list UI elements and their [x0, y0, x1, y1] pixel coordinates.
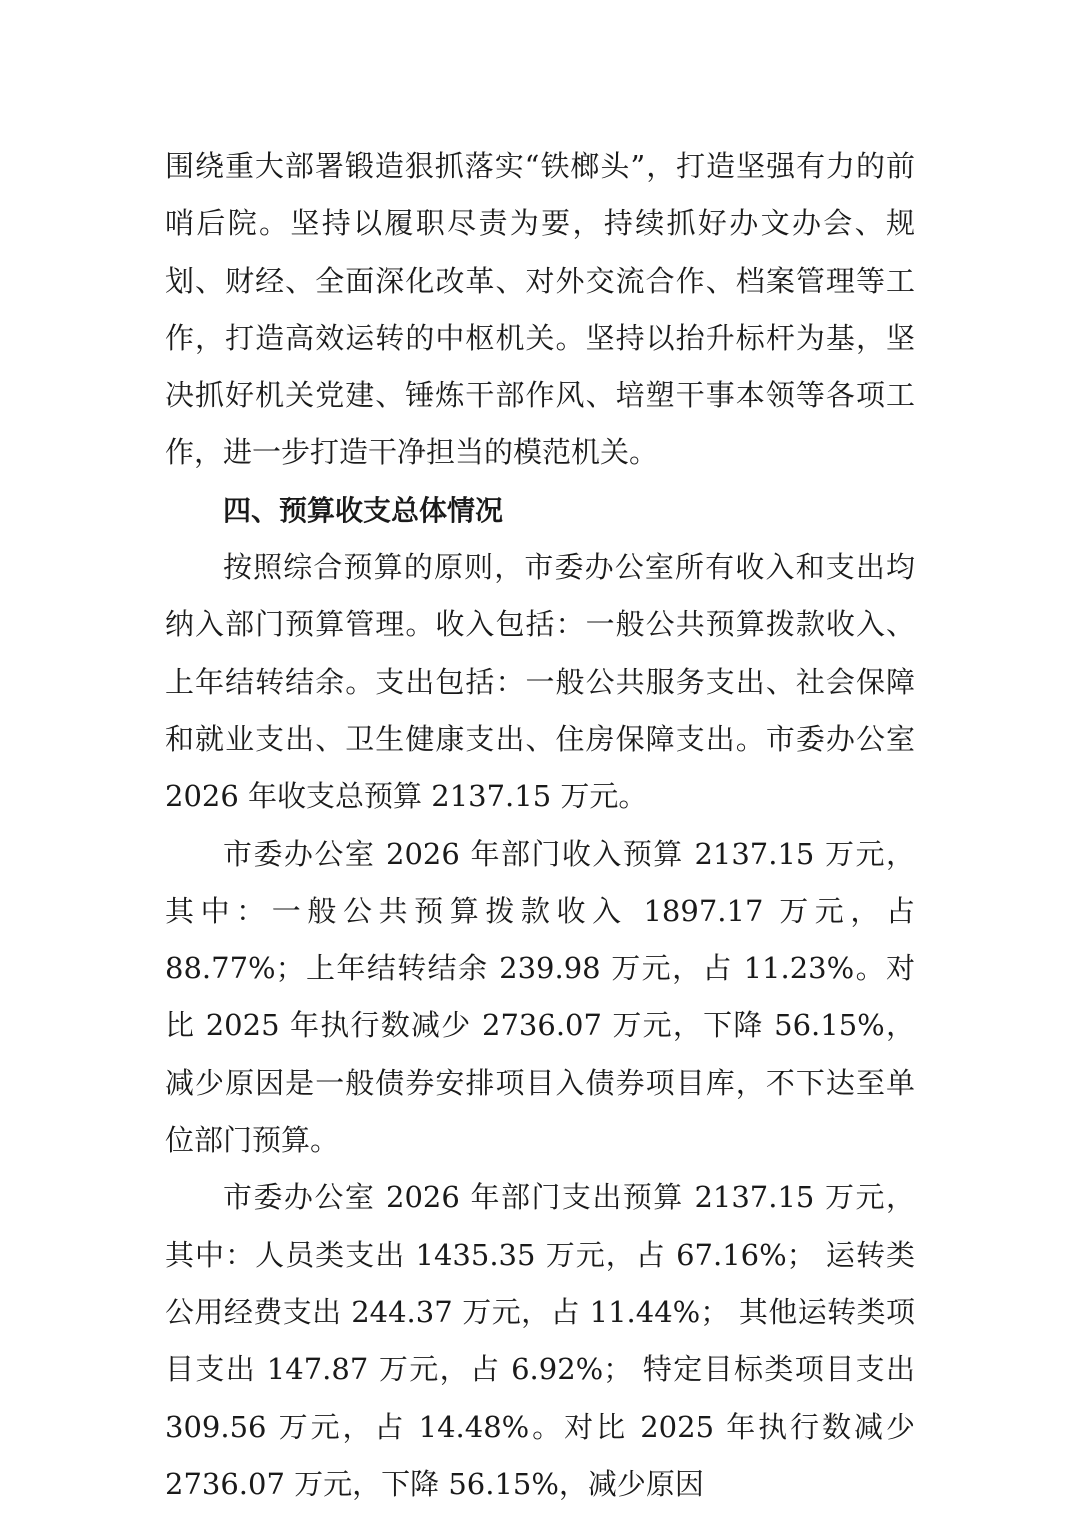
paragraph-budget-principle: 按照综合预算的原则，市委办公室所有收入和支出均纳入部门预算管理。收入包括：一般公共预算拨款收入、上年结转结余。支出包括：一般公共服务支出、社会保障和就业支出、卫生健康支出、住房保障支出。市委办公室 2026 年收支总预算 2137.15 万元。: [165, 550, 915, 814]
section-heading-budget-overview: 四、预算收支总体情况: [223, 493, 504, 527]
paragraph-income-budget: 市委办公室 2026 年部门收入预算 2137.15 万元，其中：一般公共预算拨款收入 1897.17 万元，占 88.77%；上年结转结余 239.98 万元，占 11.23%。对比 2025 年执行数减少 2736.07 万元，下降 56.15%，减少原因是一般债券安排项目入债券项目库，不下达至单位部门预算。: [165, 836, 915, 1158]
document-body: [165, 138, 915, 1513]
paragraph-mission-continuation: 围绕重大部署锻造狠抓落实“铁榔头”，打造坚强有力的前哨后院。坚持以履职尽责为要，持续抓好办文办会、规划、财经、全面深化改革、对外交流合作、档案管理等工作，打造高效运转的中枢机关。坚持以抬升标杆为基，坚决抓好机关党建、锤炼干部作风、培塑干事本领等各项工作，进一步打造干净担当的模范机关。: [165, 149, 915, 470]
paragraph-expenditure-budget: 市委办公室 2026 年部门支出预算 2137.15 万元，其中：人员类支出 1435.35 万元，占 67.16%； 运转类公用经费支出 244.37 万元，占 11.44%； 其他运转类项目支出 147.87 万元，占 6.92%； 特定目标类项目支出 309.56 万元，占 14.48%。对比 2025 年执行数减少 2736.07 万元，下降 56.15%，减少原因: [165, 1180, 915, 1501]
